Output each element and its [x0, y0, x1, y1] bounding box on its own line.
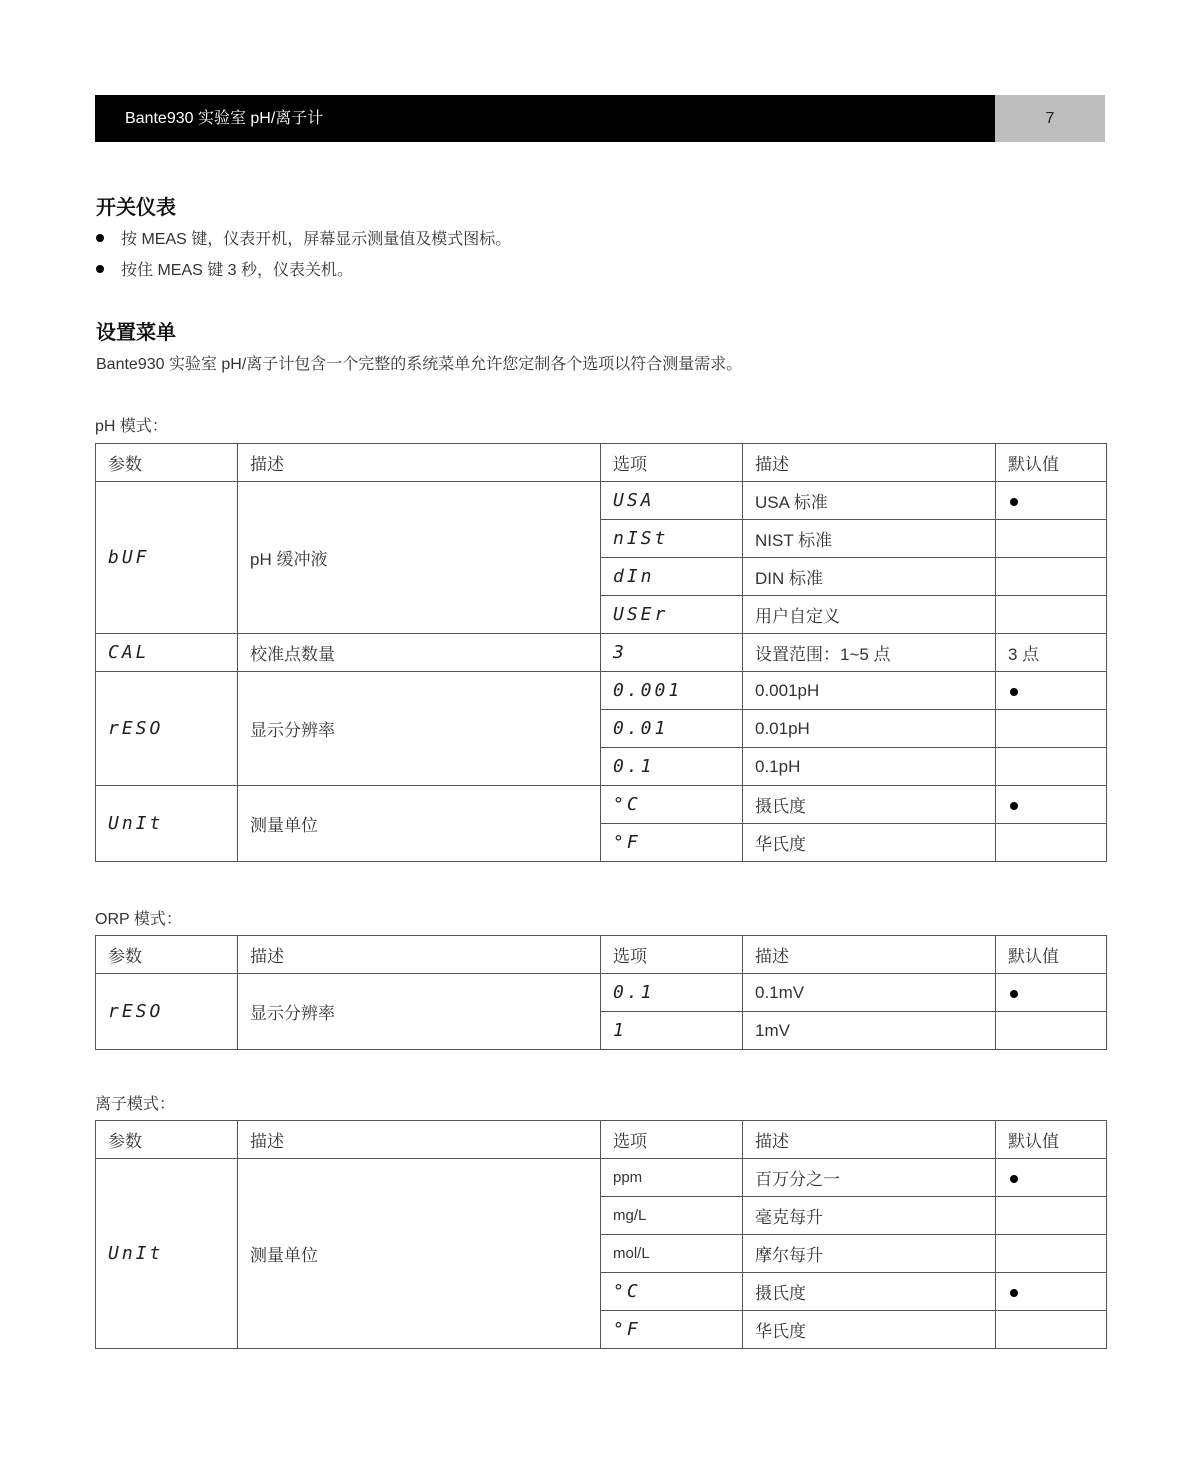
column-header: 描述 — [743, 936, 996, 974]
option-description: DIN 标准 — [743, 558, 996, 596]
column-header: 默认值 — [996, 1121, 1107, 1159]
option-description: 0.01pH — [743, 710, 996, 748]
default-marker-icon — [1010, 1175, 1018, 1183]
section-heading-menu: 设置菜单 — [96, 322, 176, 344]
ph-mode-table — [95, 443, 1107, 862]
option-code: °F — [601, 824, 743, 862]
default-value — [996, 482, 1107, 520]
option-code: mg/L — [601, 1197, 743, 1235]
param-code: UnIt — [96, 1159, 238, 1349]
default-value — [996, 748, 1107, 786]
option-code: USA — [601, 482, 743, 520]
option-description: USA 标准 — [743, 482, 996, 520]
default-value: 3 点 — [996, 634, 1107, 672]
bullet-item: 按 MEAS 键，仪表开机，屏幕显示测量值及模式图标。 — [96, 226, 511, 249]
param-description: 测量单位 — [238, 786, 601, 862]
default-value — [996, 1159, 1107, 1197]
table-row — [96, 634, 1107, 672]
column-header: 选项 — [601, 1121, 743, 1159]
param-code: rESO — [96, 974, 238, 1050]
bullet-dot-icon — [96, 265, 104, 273]
column-header: 描述 — [743, 444, 996, 482]
column-header: 描述 — [238, 444, 601, 482]
option-code: mol/L — [601, 1235, 743, 1273]
option-description: 华氏度 — [743, 824, 996, 862]
option-description: 用户自定义 — [743, 596, 996, 634]
default-value — [996, 558, 1107, 596]
column-header: 选项 — [601, 444, 743, 482]
default-value — [996, 824, 1107, 862]
param-code: UnIt — [96, 786, 238, 862]
column-header: 描述 — [743, 1121, 996, 1159]
table-caption-ph: pH 模式： — [95, 418, 168, 435]
option-code: 1 — [601, 1012, 743, 1050]
table-row — [96, 672, 1107, 710]
table-row — [96, 974, 1107, 1012]
option-description: 0.1pH — [743, 748, 996, 786]
table-caption-ion: 离子模式： — [95, 1096, 176, 1113]
column-header: 参数 — [96, 444, 238, 482]
default-marker-icon — [1010, 498, 1018, 506]
section-heading-power: 开关仪表 — [96, 197, 176, 219]
table-caption-orp: ORP 模式： — [95, 911, 182, 928]
table-row — [96, 786, 1107, 824]
option-description: 1mV — [743, 1012, 996, 1050]
param-code: CAL — [96, 634, 238, 672]
option-description: 华氏度 — [743, 1311, 996, 1349]
option-description: 0.001pH — [743, 672, 996, 710]
default-value — [996, 672, 1107, 710]
option-code: ppm — [601, 1159, 743, 1197]
default-marker-icon — [1010, 688, 1018, 696]
option-description: 摩尔每升 — [743, 1235, 996, 1273]
bullet-dot-icon — [96, 234, 104, 242]
default-value — [996, 786, 1107, 824]
option-description: 0.1mV — [743, 974, 996, 1012]
column-header: 默认值 — [996, 936, 1107, 974]
option-code: 0.1 — [601, 974, 743, 1012]
orp-mode-table — [95, 935, 1107, 1050]
ion-mode-table — [95, 1120, 1107, 1349]
column-header: 描述 — [238, 936, 601, 974]
default-value — [996, 596, 1107, 634]
option-code: 0.001 — [601, 672, 743, 710]
param-description: 测量单位 — [238, 1159, 601, 1349]
default-marker-icon — [1010, 1289, 1018, 1297]
default-value — [996, 1273, 1107, 1311]
column-header: 参数 — [96, 1121, 238, 1159]
option-code: USEr — [601, 596, 743, 634]
option-description: 设置范围：1~5 点 — [743, 634, 996, 672]
param-code: rESO — [96, 672, 238, 786]
option-code: °F — [601, 1311, 743, 1349]
intro-paragraph: Bante930 实验室 pH/离子计包含一个完整的系统菜单允许您定制各个选项以符合测量需求。 — [96, 356, 743, 373]
option-description: 摄氏度 — [743, 786, 996, 824]
option-code: dIn — [601, 558, 743, 596]
option-code: nISt — [601, 520, 743, 558]
param-description: pH 缓冲液 — [238, 482, 601, 634]
option-code: 0.1 — [601, 748, 743, 786]
param-code: bUF — [96, 482, 238, 634]
page-number: 7 — [995, 95, 1105, 142]
option-code: 0.01 — [601, 710, 743, 748]
option-description: NIST 标准 — [743, 520, 996, 558]
table-header-row — [96, 936, 1107, 974]
page-header — [95, 95, 1105, 142]
column-header: 选项 — [601, 936, 743, 974]
option-description: 摄氏度 — [743, 1273, 996, 1311]
default-value — [996, 710, 1107, 748]
header-title: Bante930 实验室 pH/离子计 — [95, 95, 995, 142]
param-description: 显示分辨率 — [238, 672, 601, 786]
option-description: 毫克每升 — [743, 1197, 996, 1235]
default-value — [996, 1235, 1107, 1273]
param-description: 校准点数量 — [238, 634, 601, 672]
table-header-row — [96, 444, 1107, 482]
bullet-item: 按住 MEAS 键 3 秒，仪表关机。 — [96, 257, 353, 280]
option-code: 3 — [601, 634, 743, 672]
column-header: 参数 — [96, 936, 238, 974]
column-header: 默认值 — [996, 444, 1107, 482]
table-row — [96, 1159, 1107, 1197]
option-description: 百万分之一 — [743, 1159, 996, 1197]
default-value — [996, 974, 1107, 1012]
column-header: 描述 — [238, 1121, 601, 1159]
param-description: 显示分辨率 — [238, 974, 601, 1050]
default-value — [996, 1311, 1107, 1349]
default-value — [996, 1012, 1107, 1050]
table-header-row — [96, 1121, 1107, 1159]
default-value — [996, 520, 1107, 558]
table-row — [96, 482, 1107, 520]
default-value — [996, 1197, 1107, 1235]
default-marker-icon — [1010, 802, 1018, 810]
option-code: °C — [601, 786, 743, 824]
default-marker-icon — [1010, 990, 1018, 998]
option-code: °C — [601, 1273, 743, 1311]
